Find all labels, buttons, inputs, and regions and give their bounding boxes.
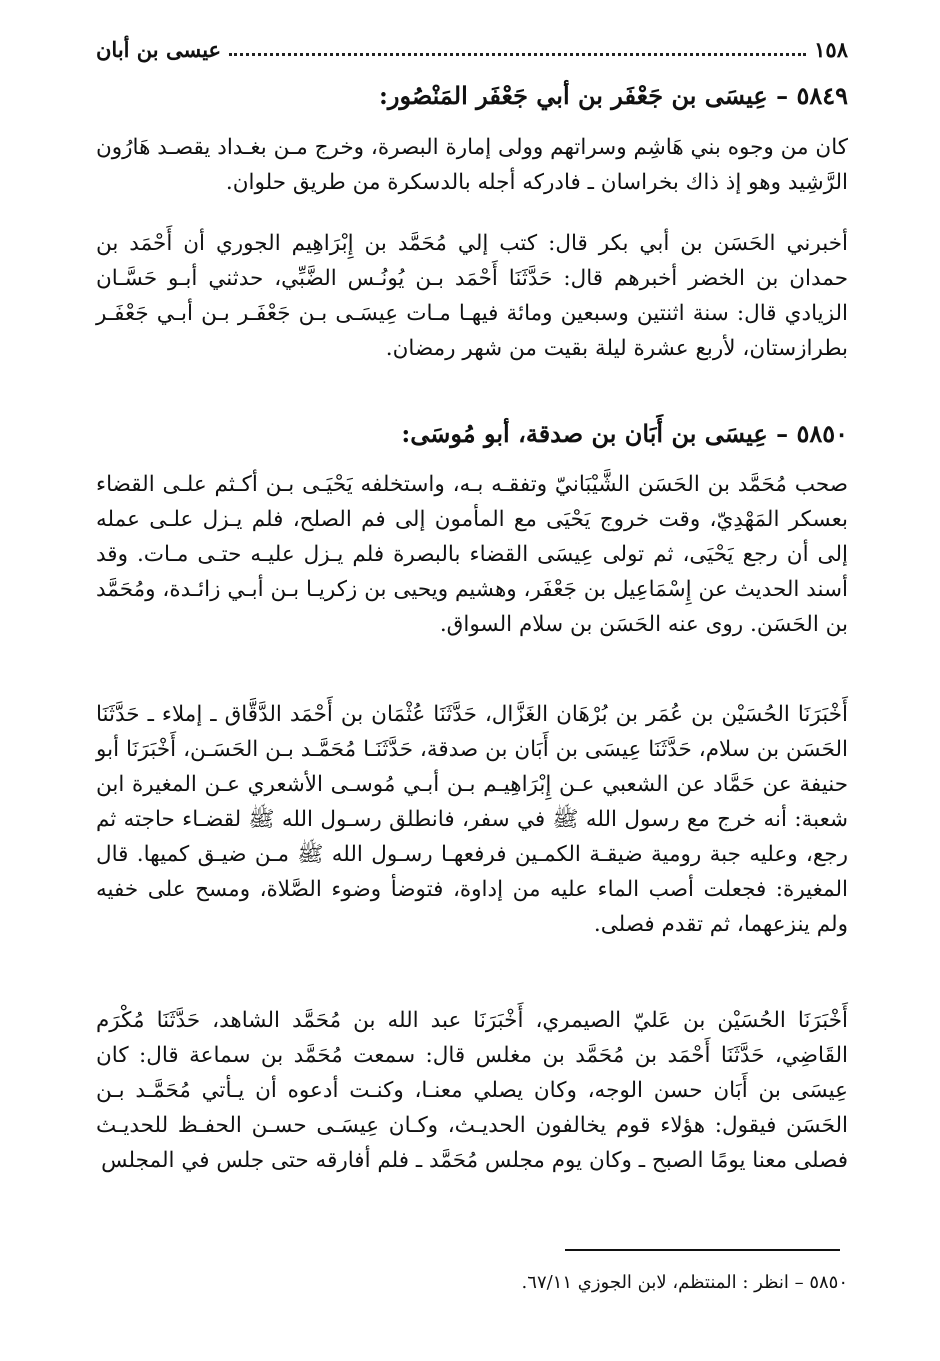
paragraph: أخبرني الحَسَن بن أبي بكر قال: كتب إلي مُحَمَّد بن إِبْرَاهِيم الجوري أن أَحْمَد بن حمدان بن الخضر أخبرهم قال: حَدَّثَنَا أَحْمَد بـن يُونُـس الضَّبِّي، حدثني أبـو حَسَّـان الزيادي قال: سنة اثنتين وسبعين ومائة فيهـا مـات عِيسَـى بـن جَعْفَـر بـن أبـي جَعْفَـر بطرازستان، لأربع عشرة ليلة بقيت من شهر رمضان. [96,231,848,361]
entry-5849-report [96,226,848,366]
paragraph: أَخْبَرَنَا الحُسَيْن بن عُمَر بن بُرْهَان الغَزَّال، حَدَّثَنَا عُثْمَان بن أَحْمَد الدَّقَّاق ـ إملاء ـ حَدَّثَنَا الحَسَن بن سلام، حَدَّثَنَا عِيسَى بن أَبَان بن صدقة، حَدَّثَنَـا مُحَمَّـد بـن الحَسَـن، أَخْبَرَنَا أبو حنيفة عن حَمَّاد عن الشعبي عـن إِبْرَاهِيـم بـن أبـي مُوسـى الأشعري عـن المغيرة ابن شعبة: أنه خرج مع رسول الله ﷺ في سفر، فانطلق رسـول الله ﷺ لقضـاء حاجته ثم رجع، وعليه جبة رومية ضيقـة الكمـين فرفعهـا رسـول الله ﷺ مـن ضيـق كميها. قال المغيرة: فجعلت أصب الماء عليه من إداوة، فتوضأ وضوء الصَّلاة، ومسح على خفيه ولم ينزعهما، ثم تقدم فصلى. [96,702,848,937]
footnote: ٥٨٥٠ – انظر : المنتظم، لابن الجوزي ٦٧/١١. [521,1272,848,1293]
page-number: ١٥٨ [814,36,848,62]
entry-5850-report [96,1003,848,1178]
running-title: عيسى بن أبان [96,36,222,62]
paragraph: أَخْبَرَنَا الحُسَيْن بن عَليّ الصيمري، أَخْبَرَنَا عبد الله بن مُحَمَّد الشاهد، حَدَّثَنَا مُكْرَم القَاضِي، حَدَّثَنَا أَحْمَد بن مُحَمَّد بن مغلس قال: سمعت مُحَمَّد بن سماعة قال: كان عِيسَى بن أَبَان حسن الوجه، وكان يصلي معنـا، وكنـت أدعوه أن يـأتي مُحَمَّـد بـن الحَسَن فيقول: هؤلاء قوم يخالفون الحديـث، وكـان عِيسَـى حسـن الحفـظ للحديـث فصلى معنا يومًا الصبح ـ وكان يوم مجلس مُحَمَّد ـ فلم أفارقه حتى جلس في المجلس [96,1008,848,1173]
running-header [96,34,848,64]
entry-5850-hadith [96,697,848,942]
entry-title-5850: ٥٨٥٠ – عِيسَى بن أَبَان بن صدقة، أبو مُوسَى: [401,419,848,448]
paragraph: كان من وجوه بني هَاشِم وسراتهم وولى إمارة البصرة، وخرج مـن بغـداد يقصـد هَارُون الرَّشِيد وهو إذ ذاك بخراسان ـ فادركه أجله بالدسكرة من طريق حلوان. [96,135,848,195]
entry-title-5849: ٥٨٤٩ – عِيسَى بن جَعْفَر بن أبي جَعْفَر المَنْصُور: [379,81,848,110]
entry-5849-bio [96,130,848,200]
footnote-divider [565,1249,840,1251]
paragraph: صحب مُحَمَّد بن الحَسَن الشَّيْبَانيّ وتفقـه بـه، واستخلفه يَحْيَـى بـن أكـثم علـى القضاء بعسكر المَهْدِيّ، وقت خروج يَحْيَى مع المأمون إلى فم الصلح، فلم يـزل علـى عمله إلى أن رجع يَحْيَى، ثم تولى عِيسَى القضاء بالبصرة فلم يـزل عليـه حتـى مـات. وقد أسند الحديث عن إِسْمَاعِيل بن جَعْفَر، وهشيم ويحيى بن زكريـا بـن أبـي زائـدة، ومُحَمَّد بن الحَسَن. روى عنه الحَسَن بن سلام السواق. [96,472,848,637]
header-dot-leader [229,53,806,56]
entry-5850-bio [96,467,848,642]
